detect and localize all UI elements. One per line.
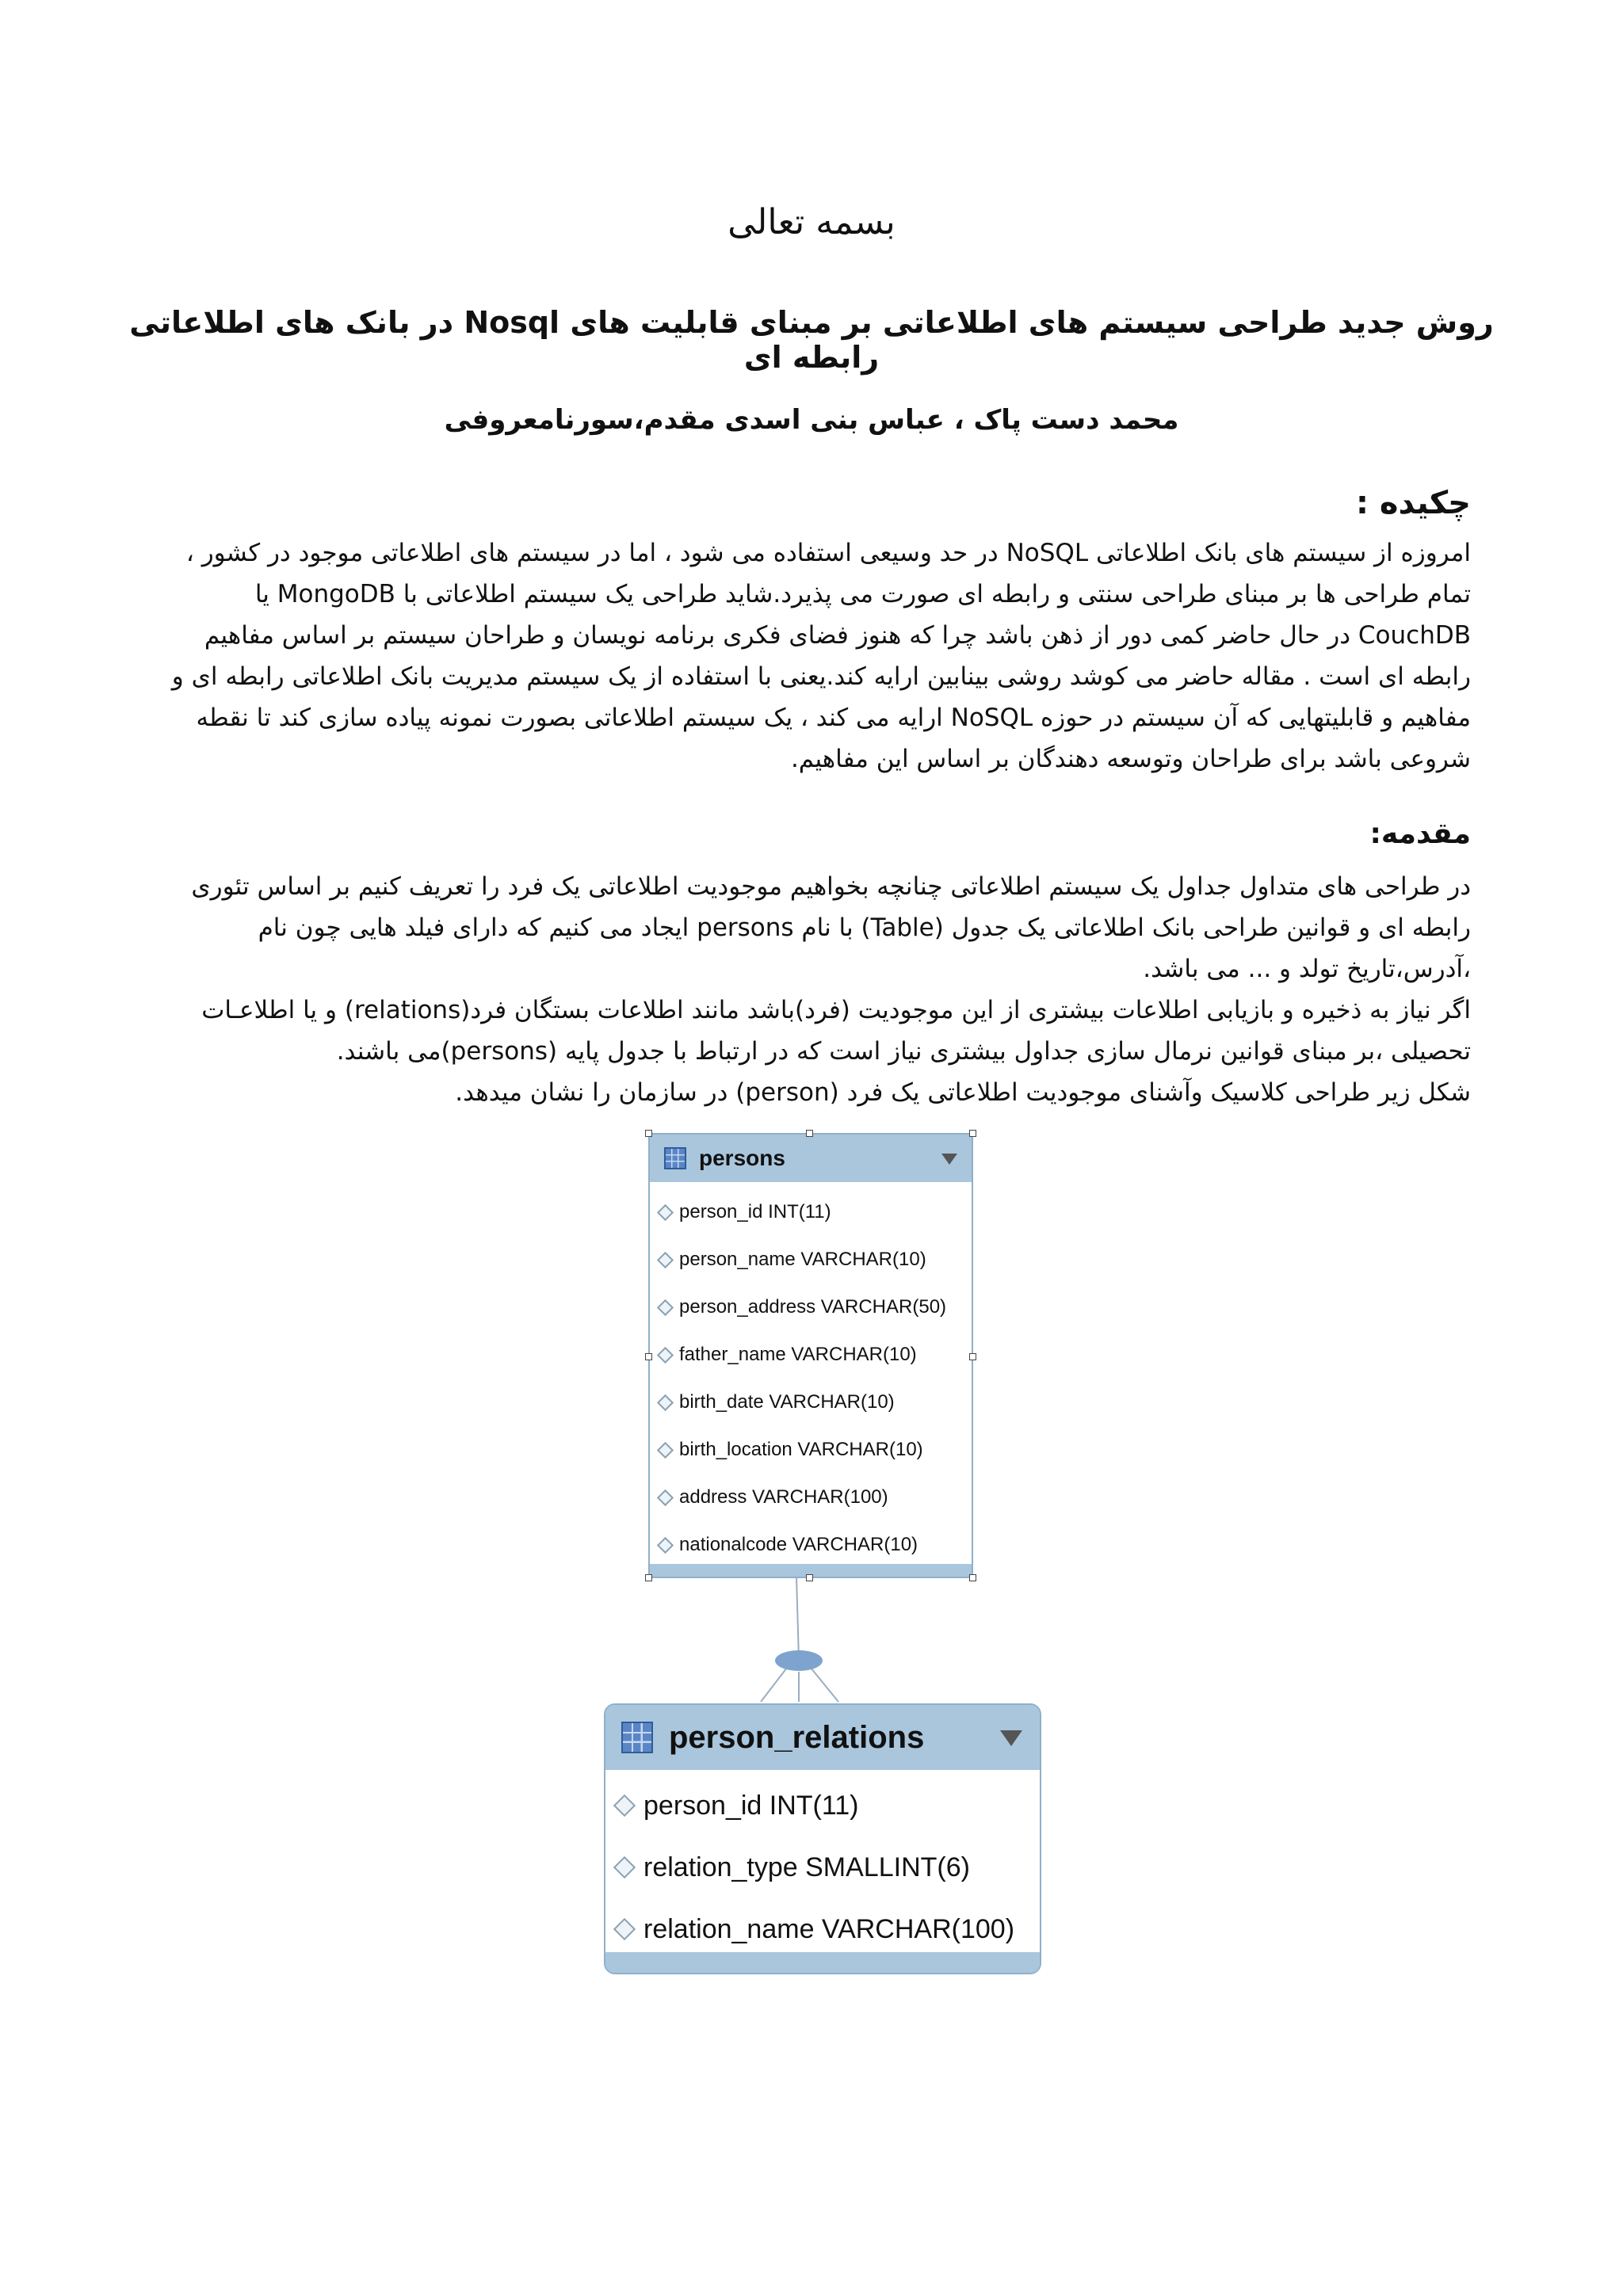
column-row[interactable] [650, 1426, 972, 1474]
abstract-heading: چکیده : [1355, 485, 1471, 521]
resize-handle[interactable] [645, 1353, 652, 1360]
abstract-line: مفاهیم و قابلیتهایی که آن سیستم در حوزه NoSQL ارایه می کند ، یک سیستم اطلاعاتی بصورت نمونه پیاده سازی کند تا نقطه [196, 704, 1471, 732]
column-label: person_id INT(11) [679, 1201, 831, 1222]
resize-handle[interactable] [806, 1574, 813, 1581]
column-diamond-icon [657, 1299, 674, 1315]
column-diamond-icon [613, 1856, 636, 1878]
column-diamond-icon [657, 1394, 674, 1410]
intro-line: رابطه ای و قوانین طراحی بانک اطلاعاتی یک جدول (Table) با نام persons ایجاد می کنیم که دارای فیلد هایی چون نام [258, 913, 1471, 942]
person-relations-table[interactable] [604, 1703, 1041, 1974]
resize-handle[interactable] [969, 1574, 976, 1581]
column-row[interactable] [605, 1836, 1040, 1898]
connector-line [796, 1577, 799, 1660]
abstract-line: CouchDB در حال حاضر کمی دور از ذهن باشد چرا که هنوز فضای فکری برنامه نویسان و طراحان سیستم بر اساس مفاهیم [204, 621, 1471, 650]
resize-handle[interactable] [969, 1130, 976, 1137]
column-row[interactable] [650, 1283, 972, 1331]
column-label: nationalcode VARCHAR(10) [679, 1534, 918, 1555]
crowfoot-right [811, 1668, 838, 1702]
column-diamond-icon [657, 1489, 674, 1505]
column-diamond-icon [657, 1536, 674, 1553]
intro-line: در طراحی های متداول جداول یک سیستم اطلاعاتی چنانچه بخواهیم موجودیت اطلاعاتی یک فرد را تعریف کنیم بر اساس تئوری [191, 872, 1471, 901]
column-label: person_address VARCHAR(50) [679, 1296, 947, 1318]
column-label: father_name VARCHAR(10) [679, 1344, 917, 1365]
paper-title: روش جدید طراحی سیستم های اطلاعاتی بر مبنای قابلیت های Nosql در بانک های اطلاعاتی رابطه ای [129, 305, 1494, 375]
crowfoot-left [761, 1668, 787, 1702]
column-diamond-icon [613, 1918, 636, 1940]
column-diamond-icon [657, 1346, 674, 1363]
column-diamond-icon [657, 1441, 674, 1458]
intro-line: شکل زیر طراحی کلاسیک وآشنای موجودیت اطلاعاتی یک فرد (person) در سازمان را نشان میدهد. [455, 1078, 1471, 1107]
intro-line: اگر نیاز به ذخیره و بازیابی اطلاعات بیشتری از این موجودیت (فرد)باشد مانند اطلاعات بستگان فرد(relations) و یا اطلاعـات [201, 996, 1471, 1024]
persons-table-header[interactable] [650, 1135, 972, 1182]
column-row[interactable] [605, 1775, 1040, 1836]
resize-handle[interactable] [645, 1130, 652, 1137]
authors: محمد دست پاک ، عباس بنی اسدی مقدم،سورنامعروفی [444, 404, 1179, 436]
column-diamond-icon [657, 1203, 674, 1220]
person-relations-table-header[interactable] [605, 1705, 1040, 1770]
resize-handle[interactable] [806, 1130, 813, 1137]
column-row[interactable] [650, 1521, 972, 1569]
resize-handle[interactable] [969, 1353, 976, 1360]
column-row[interactable] [650, 1379, 972, 1426]
column-label: relation_name VARCHAR(100) [643, 1913, 1015, 1944]
column-diamond-icon [657, 1251, 674, 1268]
column-label: birth_date VARCHAR(10) [679, 1391, 895, 1413]
column-label: address VARCHAR(100) [679, 1486, 888, 1508]
relationship-ellipse [775, 1650, 823, 1671]
resize-handle[interactable] [645, 1574, 652, 1581]
abstract-line: رابطه ای است . مقاله حاضر می کوشد روشی بینابین ارایه کند.یعنی با استفاده از یک سیستم مدیریت بانک اطلاعاتی رابطه ای و [171, 662, 1471, 691]
column-row[interactable] [650, 1331, 972, 1379]
basmala: بسمه تعالی [727, 202, 896, 242]
abstract-line: تمام طراحی ها بر مبنای طراحی سنتی و رابطه ای صورت می پذیرد.شاید طراحی یک سیستم اطلاعاتی با MongoDB یا [254, 580, 1471, 608]
column-label: birth_location VARCHAR(10) [679, 1439, 923, 1460]
column-row[interactable] [650, 1474, 972, 1521]
table-icon [621, 1722, 653, 1753]
column-row[interactable] [650, 1188, 972, 1236]
table-footer [605, 1952, 1040, 1973]
table-icon [664, 1147, 686, 1169]
column-label: person_name VARCHAR(10) [679, 1249, 926, 1270]
persons-table[interactable] [648, 1133, 973, 1578]
abstract-line: شروعی باشد برای طراحان وتوسعه دهندگان بر اساس این مفاهیم. [790, 745, 1471, 773]
column-label: relation_type SMALLINT(6) [643, 1852, 970, 1882]
intro-line: ،آدرس،تاریخ تولد و ... می باشد. [1143, 955, 1471, 983]
intro-heading: مقدمه: [1369, 818, 1471, 850]
collapse-arrow-icon[interactable] [1000, 1730, 1022, 1746]
column-label: person_id INT(11) [643, 1790, 859, 1821]
intro-line: تحصیلی ،بر مبنای قوانین نرمال سازی جداول بیشتری نیاز است که در ارتباط با جدول پایه (persons)می باشند. [336, 1037, 1471, 1066]
column-diamond-icon [613, 1794, 636, 1817]
collapse-arrow-icon[interactable] [941, 1154, 957, 1165]
column-row[interactable] [605, 1898, 1040, 1960]
table-name: person_relations [669, 1719, 925, 1755]
abstract-line: امروزه از سیستم های بانک اطلاعاتی NoSQL در حد وسیعی استفاده می شود ، اما در سیستم های اطلاعاتی موجود در کشور ، [185, 539, 1471, 567]
table-name: persons [699, 1146, 785, 1170]
column-row[interactable] [650, 1236, 972, 1283]
